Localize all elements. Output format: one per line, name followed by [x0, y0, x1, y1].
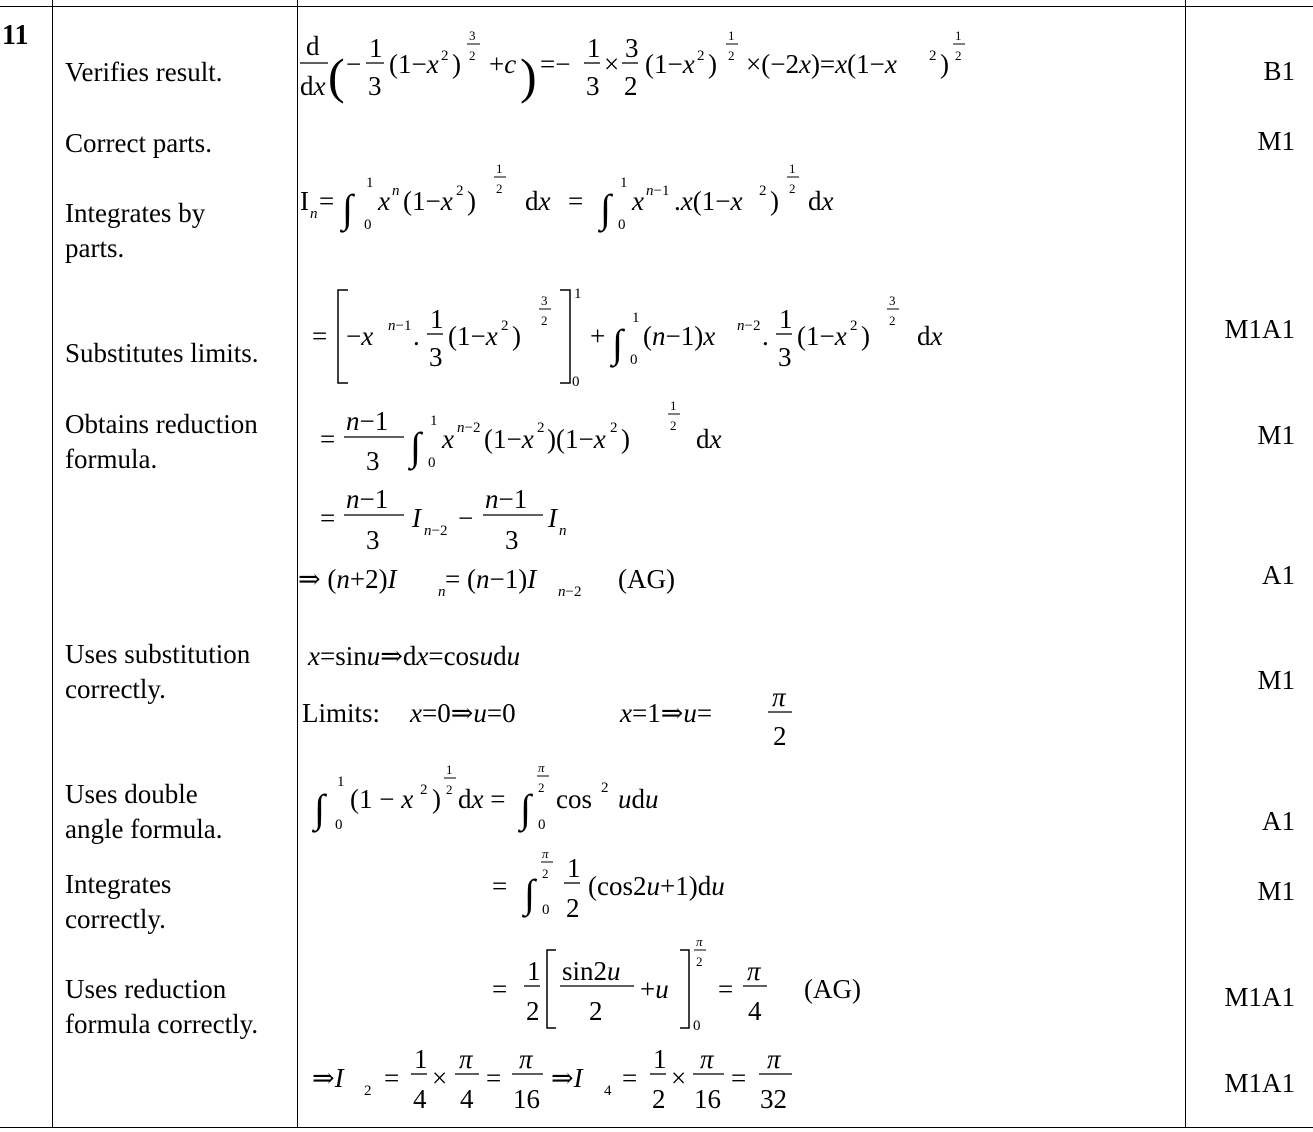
svg-text:n−2: n−2 — [424, 523, 448, 539]
svg-text:×: × — [432, 1063, 448, 1093]
svg-text:): ) — [512, 321, 521, 351]
svg-text:3: 3 — [586, 71, 600, 101]
svg-text:1: 1 — [446, 762, 453, 777]
svg-text:2: 2 — [601, 780, 609, 796]
step-description: Integrates correctly. — [65, 869, 172, 934]
svg-text:⇒ (n+2)I: ⇒ (n+2)I — [298, 564, 397, 594]
svg-text:I: I — [300, 186, 309, 216]
svg-text:=: = — [312, 321, 328, 351]
svg-text:3: 3 — [368, 71, 382, 101]
mark-award: M1 — [1257, 876, 1295, 906]
svg-text:1: 1 — [430, 304, 444, 334]
svg-text:(1−x: (1−x — [645, 49, 695, 79]
step-description: Uses reduction formula correctly. — [65, 974, 259, 1039]
svg-text:2: 2 — [469, 48, 476, 63]
mark-award: A1 — [1262, 806, 1295, 836]
svg-text:2: 2 — [526, 996, 540, 1026]
mark-award: M1A1 — [1224, 1068, 1295, 1098]
svg-text:1: 1 — [632, 310, 640, 326]
svg-text:2: 2 — [589, 996, 603, 1026]
svg-text:3: 3 — [469, 28, 476, 43]
svg-text:n: n — [310, 206, 318, 222]
svg-text:): ) — [940, 49, 949, 79]
svg-text:1: 1 — [955, 28, 962, 43]
svg-text:.: . — [413, 321, 420, 351]
svg-text:=: = — [492, 871, 508, 901]
svg-text:=: = — [319, 186, 335, 216]
svg-text:16: 16 — [694, 1084, 721, 1114]
equation-define-In — [300, 161, 834, 233]
svg-text:n−2: n−2 — [737, 318, 761, 334]
svg-text:∫: ∫ — [600, 186, 611, 231]
svg-text:+: + — [590, 321, 606, 351]
svg-text:=: = — [731, 1063, 747, 1093]
svg-text:=: = — [384, 1063, 400, 1093]
limits-label: Limits: — [302, 698, 381, 728]
svg-text:3: 3 — [889, 293, 896, 308]
svg-text:0: 0 — [618, 217, 626, 233]
svg-text:π: π — [696, 934, 703, 949]
mark-award: M1A1 — [1224, 314, 1295, 344]
svg-text:32: 32 — [760, 1084, 787, 1114]
svg-text:1: 1 — [496, 161, 503, 176]
svg-text:2: 2 — [697, 48, 705, 64]
svg-text:⇒I: ⇒I — [312, 1063, 344, 1093]
equation-evaluate — [492, 934, 861, 1034]
svg-text:0: 0 — [335, 817, 343, 833]
svg-text:0: 0 — [538, 817, 546, 833]
svg-text:1: 1 — [574, 286, 582, 302]
svg-text:)(1−x: )(1−x — [547, 424, 606, 454]
svg-text:π: π — [519, 1044, 533, 1074]
equation-in-terms-of-I — [320, 484, 567, 555]
svg-text:2: 2 — [446, 782, 453, 797]
svg-text:2: 2 — [889, 313, 896, 328]
svg-text:2: 2 — [456, 183, 464, 199]
svg-text:2: 2 — [542, 866, 549, 881]
svg-text:n−1: n−1 — [646, 183, 670, 199]
svg-text:1: 1 — [567, 853, 581, 883]
svg-text:): ) — [861, 321, 870, 351]
svg-text:1: 1 — [587, 33, 601, 63]
svg-text:n−2: n−2 — [558, 584, 582, 600]
svg-text:0: 0 — [428, 455, 436, 471]
svg-text:0: 0 — [630, 352, 638, 368]
svg-text:x: x — [442, 424, 454, 454]
svg-text:∫: ∫ — [410, 424, 421, 469]
svg-text:.: . — [762, 321, 769, 351]
svg-text:0: 0 — [542, 902, 550, 918]
svg-text:∫: ∫ — [314, 786, 325, 831]
svg-text:∫: ∫ — [520, 786, 531, 831]
equation-transform-integral — [311, 760, 659, 833]
equation-verify-derivative — [300, 28, 965, 104]
svg-text:∫: ∫ — [612, 321, 623, 366]
svg-text:1: 1 — [620, 175, 628, 191]
svg-text:⇒I: ⇒I — [551, 1063, 583, 1093]
svg-text:(1−x: (1−x — [484, 424, 534, 454]
svg-text:n: n — [559, 523, 567, 539]
svg-text:n−1: n−1 — [346, 406, 389, 436]
svg-text:×: × — [604, 49, 620, 79]
svg-text:2: 2 — [364, 1083, 372, 1099]
svg-text:π: π — [459, 1044, 473, 1074]
svg-text:π: π — [772, 682, 786, 712]
svg-text:n−1: n−1 — [388, 318, 412, 334]
svg-text:2: 2 — [538, 780, 545, 795]
svg-text:x=1⇒u=: x=1⇒u= — [620, 698, 713, 728]
svg-text:1: 1 — [653, 1044, 667, 1074]
step-description: Obtains reduction formula. — [65, 409, 258, 474]
step-description: Uses double angle formula. — [65, 779, 223, 844]
step-description: Integrates by parts. — [65, 198, 206, 263]
svg-text:.x(1−x: .x(1−x — [674, 186, 743, 216]
svg-text:x=sinu⇒dx=cosudu: x=sinu⇒dx=cosudu — [308, 641, 521, 671]
svg-text:sin2u: sin2u — [562, 956, 621, 986]
svg-text:0: 0 — [364, 217, 372, 233]
svg-text:dx =: dx = — [458, 784, 506, 814]
svg-text:×: × — [671, 1063, 687, 1093]
mark-award: M1A1 — [1224, 982, 1295, 1012]
svg-text:(n−1)x: (n−1)x — [643, 321, 716, 351]
svg-text:4: 4 — [460, 1084, 474, 1114]
svg-text:1: 1 — [337, 774, 345, 790]
svg-text:2: 2 — [541, 313, 548, 328]
svg-text:1: 1 — [527, 956, 541, 986]
svg-text:2: 2 — [759, 183, 767, 199]
svg-text:dx: dx — [300, 71, 326, 101]
svg-text:2: 2 — [624, 71, 638, 101]
svg-text:1: 1 — [779, 304, 793, 334]
svg-text:(1−x: (1−x — [448, 321, 498, 351]
svg-text:2: 2 — [610, 420, 618, 436]
svg-text:=: = — [320, 424, 336, 454]
svg-text:+c: +c — [489, 49, 517, 79]
svg-text:d: d — [306, 31, 320, 61]
equation-double-angle — [492, 846, 725, 923]
svg-text:2: 2 — [670, 418, 677, 433]
svg-text:udu: udu — [618, 784, 659, 814]
equation-integration-by-parts — [312, 286, 943, 390]
svg-text:dx: dx — [696, 424, 722, 454]
svg-text:3: 3 — [778, 342, 792, 372]
svg-text:2: 2 — [566, 893, 580, 923]
ag-label: (AG) — [804, 974, 861, 1004]
svg-text:=−: =− — [540, 49, 571, 79]
svg-text:3: 3 — [541, 293, 548, 308]
svg-text:2: 2 — [728, 48, 735, 63]
svg-text:=: = — [320, 503, 336, 533]
svg-text:∫: ∫ — [342, 186, 353, 231]
svg-text:2: 2 — [696, 954, 703, 969]
svg-text:cos: cos — [556, 784, 592, 814]
svg-text:=: = — [568, 186, 584, 216]
svg-text:=: = — [622, 1063, 638, 1093]
svg-text:2: 2 — [496, 181, 503, 196]
step-description: Verifies result. — [65, 57, 223, 87]
svg-text:2: 2 — [955, 48, 962, 63]
svg-text:(1−x: (1−x — [403, 186, 453, 216]
mark-award: M1 — [1257, 665, 1295, 695]
svg-text:2: 2 — [537, 420, 545, 436]
svg-text:1: 1 — [670, 398, 677, 413]
svg-text:(1−x: (1−x — [389, 49, 439, 79]
svg-text:): ) — [770, 186, 779, 216]
svg-text:2: 2 — [850, 318, 858, 334]
svg-text:): ) — [467, 186, 476, 216]
svg-text:): ) — [452, 49, 461, 79]
mark-award: A1 — [1262, 560, 1295, 590]
question-number: 11 — [2, 20, 29, 51]
svg-text:= (n−1)I: = (n−1)I — [445, 564, 537, 594]
equation-limits — [302, 682, 792, 751]
svg-text:1: 1 — [366, 175, 374, 191]
svg-text:1: 1 — [369, 33, 383, 63]
svg-text:−: − — [346, 49, 362, 79]
svg-text:1: 1 — [789, 161, 796, 176]
svg-text:−: − — [458, 503, 474, 533]
svg-text:π: π — [767, 1044, 781, 1074]
svg-text:dx: dx — [917, 321, 943, 351]
svg-text:n−1: n−1 — [346, 484, 389, 514]
svg-text:π: π — [542, 846, 549, 861]
svg-text:4: 4 — [604, 1083, 612, 1099]
svg-text:16: 16 — [513, 1084, 540, 1114]
svg-text:dx: dx — [525, 186, 551, 216]
svg-text:π: π — [538, 760, 545, 775]
svg-text:3: 3 — [625, 33, 639, 63]
svg-text:(cos2u+1)du: (cos2u+1)du — [588, 871, 725, 901]
svg-text:I: I — [548, 503, 557, 533]
step-description: Correct parts. — [65, 128, 212, 158]
svg-text:4: 4 — [413, 1084, 427, 1114]
svg-text:x: x — [378, 186, 390, 216]
svg-text:I: I — [412, 503, 421, 533]
svg-text:2: 2 — [773, 721, 787, 751]
svg-text:(: ( — [328, 48, 345, 104]
svg-text:dx: dx — [808, 186, 834, 216]
svg-text:1: 1 — [728, 28, 735, 43]
svg-text:−x: −x — [346, 321, 374, 351]
svg-text:2: 2 — [652, 1084, 666, 1114]
svg-text:): ) — [520, 48, 537, 104]
svg-text:n: n — [392, 183, 400, 199]
svg-text:=: = — [492, 974, 508, 1004]
svg-text:0: 0 — [572, 374, 580, 390]
svg-text:2: 2 — [441, 48, 449, 64]
equation-substitution — [307, 641, 520, 671]
svg-text:+u: +u — [640, 974, 669, 1004]
svg-text:n−2: n−2 — [457, 420, 481, 436]
svg-text:0: 0 — [693, 1018, 701, 1034]
svg-text:): ) — [708, 49, 717, 79]
svg-text:1: 1 — [430, 413, 438, 429]
svg-text:2: 2 — [789, 181, 796, 196]
svg-text:2: 2 — [420, 782, 428, 798]
equation-final-result — [312, 1044, 792, 1114]
mark-award: M1 — [1257, 420, 1295, 450]
svg-text:×(−2x)=x(1−x: ×(−2x)=x(1−x — [746, 49, 897, 79]
svg-text:3: 3 — [366, 446, 380, 476]
svg-text:π: π — [700, 1044, 714, 1074]
svg-text:): ) — [432, 784, 441, 814]
equation-simplify-integral — [320, 398, 722, 476]
svg-text:3: 3 — [366, 525, 380, 555]
svg-text:(1−x: (1−x — [797, 321, 847, 351]
svg-text:): ) — [621, 424, 630, 454]
mark-award: B1 — [1263, 56, 1295, 86]
svg-text:(1 − x: (1 − x — [350, 784, 414, 814]
svg-text:2: 2 — [501, 318, 509, 334]
svg-text:3: 3 — [429, 342, 443, 372]
step-description: Uses substitution correctly. — [65, 639, 251, 704]
svg-text:x=0⇒u=0: x=0⇒u=0 — [410, 698, 516, 728]
step-description: Substitutes limits. — [65, 338, 259, 368]
svg-text:=: = — [718, 974, 734, 1004]
svg-text:4: 4 — [748, 996, 762, 1026]
svg-text:=: = — [486, 1063, 502, 1093]
svg-text:x: x — [632, 186, 644, 216]
equation-reduction-formula — [298, 564, 675, 600]
svg-text:n−1: n−1 — [485, 484, 528, 514]
svg-text:1: 1 — [414, 1044, 428, 1074]
svg-text:3: 3 — [505, 525, 519, 555]
svg-text:∫: ∫ — [524, 871, 535, 916]
svg-text:n: n — [438, 584, 446, 600]
ag-label: (AG) — [618, 564, 675, 594]
mark-award: M1 — [1257, 126, 1295, 156]
svg-text:2: 2 — [929, 48, 937, 64]
svg-text:π: π — [747, 956, 761, 986]
